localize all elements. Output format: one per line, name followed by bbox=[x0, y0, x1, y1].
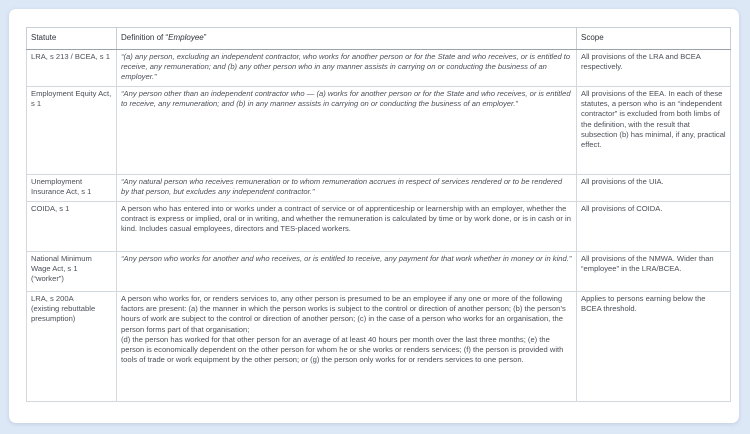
definition-cell: A person who has entered into or works under a contract of service or of apprenticeship or learnership with an employer, whether the contract is express or implied, oral or in writing, and whether the remuneration is calculated by time or by work done, or is in cash or in kind. Includes casual employees, directors and TES-placed workers. bbox=[117, 202, 577, 252]
statute-name: National Minimum Wage Act, s 1 bbox=[31, 254, 92, 274]
scope-cell: All provisions of COIDA. bbox=[577, 202, 731, 252]
definition-paragraph-2: (d) the person has worked for that other person for an average of at least 40 hours per month over the last three months; (e) the person is economically dependent on the other person for whom he or she works or renders services; (f) the person is provided with tools of trade or work equipment by the other person; or (g) the person only works for or renders services to one person. bbox=[121, 334, 564, 365]
definition-cell: “Any natural person who receives remuneration or to whom remuneration accrues in respect of services rendered or to be rendered by that person, but excludes any independent contractor.” bbox=[117, 175, 577, 202]
header-statute: Statute bbox=[27, 28, 117, 50]
scope-cell: All provisions of the UIA. bbox=[577, 175, 731, 202]
scope-cell: All provisions of the EEA. In each of these statutes, a person who is an “independent contractor” is excluded from both limbs of the definition, with the result that subsection (b) has minimal, if any, practical effect. bbox=[577, 87, 731, 175]
statute-note: (existing rebuttable presumption) bbox=[31, 304, 96, 324]
table-card bbox=[9, 9, 739, 423]
statute-name: LRA, s 200A bbox=[31, 294, 74, 303]
definition-paragraph-1: A person who works for, or renders services to, any other person is presumed to be an employee if any one or more of the following factors are present: (a) the manner in which the person works is subject to the control or direction of another person; (b) the person’s hours of work are subject to the control or direction of another person; (c) in the case of a person who works for an organisation, the person forms part of that organisation; bbox=[121, 294, 566, 334]
header-definition-suffix: ” bbox=[203, 32, 207, 42]
statute-cell: LRA, s 213 / BCEA, s 1 bbox=[27, 50, 117, 87]
table-row bbox=[27, 252, 731, 292]
table-header-row bbox=[27, 28, 731, 50]
statute-cell: COIDA, s 1 bbox=[27, 202, 117, 252]
statute-note: (“worker”) bbox=[31, 274, 64, 284]
scope-cell: All provisions of the LRA and BCEA respectively. bbox=[577, 50, 731, 87]
employee-definitions-table bbox=[26, 27, 731, 402]
table-row bbox=[27, 87, 731, 175]
statute-cell: Unemployment Insurance Act, s 1 bbox=[27, 175, 117, 202]
definition-cell bbox=[117, 292, 577, 402]
statute-cell bbox=[27, 292, 117, 402]
scope-cell: All provisions of the NMWA. Wider than “employee” in the LRA/BCEA. bbox=[577, 252, 731, 292]
table-row bbox=[27, 175, 731, 202]
header-scope: Scope bbox=[577, 28, 731, 50]
scope-cell: Applies to persons earning below the BCEA threshold. bbox=[577, 292, 731, 402]
definition-cell: “Any person who works for another and who receives, or is entitled to receive, any payment for that work whether in money or in kind.” bbox=[117, 252, 577, 292]
statute-cell bbox=[27, 252, 117, 292]
table-row bbox=[27, 50, 731, 87]
table-row bbox=[27, 292, 731, 402]
header-definition-prefix: Definition of “ bbox=[121, 32, 169, 42]
header-definition-term: Employee bbox=[168, 32, 204, 42]
definition-cell: “Any person other than an independent contractor who — (a) works for another person or for the State and who receives, or is entitled to receive, any remuneration; and (b) in any manner assists in carrying on or conducting the business of an employer.” bbox=[117, 87, 577, 175]
table-row bbox=[27, 202, 731, 252]
definition-cell: “(a) any person, excluding an independent contractor, who works for another person or for the State and who receives, or is entitled to receive, any remuneration; and (b) any other person who in any manner assists in carrying on or conducting the business of an employer.” bbox=[117, 50, 577, 87]
header-definition bbox=[117, 28, 577, 50]
statute-cell: Employment Equity Act, s 1 bbox=[27, 87, 117, 175]
